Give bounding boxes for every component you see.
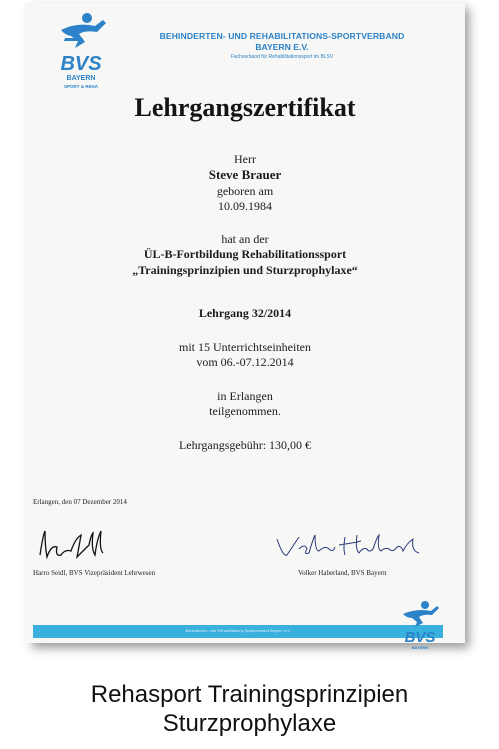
born-date: 10.09.1984 [218,199,272,213]
org-header [117,31,447,60]
footer-bvs-logo [397,598,443,650]
left-signature [35,525,115,565]
footer-bar-text: Behinderten- und Rehabilitations-Sportverband Bayern e.V. [185,628,291,633]
course-dates: vom 06.-07.12.2014 [196,355,294,369]
org-name-line1: BEHINDERTEN- UND REHABILITATIONS-SPORTVERBAND [159,31,405,41]
participated-text: teilgenommen. [209,404,281,418]
salutation: Herr [234,152,256,166]
course-line2: „Trainingsprinzipien und Sturzprophylaxe“ [132,263,358,277]
org-name-line2: BAYERN E.V. [255,42,309,52]
svg-text:BVS: BVS [404,629,436,646]
course-number: Lehrgang 32/2014 [198,306,292,320]
course-location: in Erlangen [217,389,273,403]
participant-name: Steve Brauer [208,167,282,182]
svg-text:BVS: BVS [60,53,102,75]
certificate-title: Lehrgangszertifikat [134,93,356,122]
footer-bar [33,625,443,638]
course-fee: Lehrgangsgebühr: 130,00 € [178,438,312,452]
place-date: Erlangen, den 07 Dezember 2014 [33,498,127,506]
svg-text:SPORT & REHA: SPORT & REHA [63,84,99,89]
participated-intro: hat an der [221,232,269,246]
org-subtitle: Fachverband für Rehabilitationssport im BLSV [230,54,334,60]
caption-line2: Sturzprophylaxe [162,710,337,737]
left-signatory: Harro Seidl, BVS Vizepräsident Lehrwesen [33,569,156,577]
bvs-logo [51,8,111,92]
born-label: geboren am [216,184,274,198]
certificate-sheet [25,3,465,650]
svg-text:BAYERN: BAYERN [411,645,429,650]
course-line1: ÜL-B-Fortbildung Rehabilitationssport [143,247,347,261]
right-signatory: Volker Haberland, BVS Bayern [298,569,387,577]
course-units: mit 15 Unterrichtseinheiten [179,340,311,354]
svg-text:BAYERN: BAYERN [66,75,96,82]
caption-line1: Rehasport Trainingsprinzipien [90,681,409,708]
right-signature [273,529,423,563]
